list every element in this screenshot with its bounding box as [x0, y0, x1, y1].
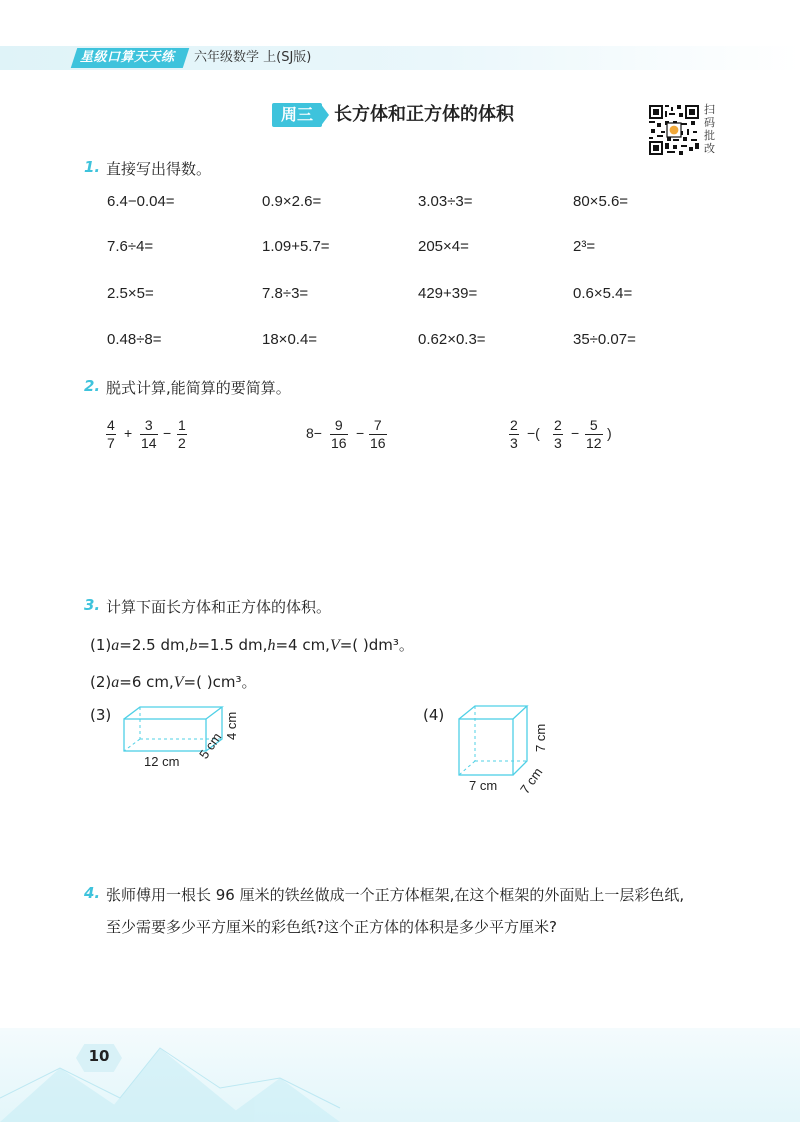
q3-item-1	[90, 634, 414, 655]
denominator: 2	[178, 435, 186, 451]
numerator: 1	[178, 417, 186, 433]
calc-item: 80×5.6=	[573, 193, 629, 210]
question-4-line-2: 至少需要多少平方厘米的彩色纸?这个正方体的体积是多少平方厘米?	[106, 918, 557, 936]
calc-item: 3.03÷3=	[418, 193, 473, 210]
calc-item: 0.48÷8=	[107, 331, 162, 348]
fraction	[106, 417, 116, 452]
question-4-number: 4.	[84, 884, 101, 902]
day-tag-label: 周三	[280, 105, 313, 124]
fraction	[140, 417, 158, 452]
calc-item: 7.8÷3=	[262, 285, 309, 302]
numerator: 2	[554, 417, 562, 433]
numerator: 9	[334, 417, 343, 433]
calc-item: 205×4=	[418, 238, 469, 255]
question-3-prompt: 计算下面长方体和正方体的体积。	[106, 598, 332, 616]
cuboid-width-label: 5 cm	[196, 729, 225, 762]
calc-item: 1.09+5.7=	[262, 238, 330, 255]
item-label: (1)	[90, 636, 112, 654]
operator: −	[356, 425, 365, 441]
scan-char-4: 改	[704, 142, 715, 155]
operator: −	[163, 425, 172, 441]
grade-label: 六年级数学 上(SJ版)	[194, 50, 312, 65]
denominator: 12	[586, 435, 602, 451]
page-number: 10	[88, 1047, 110, 1065]
value-a: =2.5 dm,	[119, 636, 190, 654]
calc-item: 18×0.4=	[262, 331, 318, 348]
cube-edge-bottom-label: 7 cm	[469, 778, 498, 793]
value-a: =6 cm,	[119, 673, 174, 691]
brand-title: 星级口算天天练	[80, 50, 175, 65]
var-a: a	[111, 674, 120, 691]
cube-figure	[455, 703, 535, 781]
fraction	[330, 417, 348, 452]
calc-item: 6.4−0.04=	[107, 193, 175, 210]
calc-item: 0.6×5.4=	[573, 285, 633, 302]
calc-item: 2³=	[573, 238, 596, 255]
item-label: (2)	[90, 673, 112, 691]
page-title: 长方体和正方体的体积	[334, 104, 514, 125]
var-b: b	[189, 637, 198, 654]
cube-edge-right-label: 7 cm	[533, 723, 548, 752]
fraction	[369, 417, 387, 452]
question-3-number: 3.	[84, 596, 101, 614]
q3-item-2	[90, 671, 256, 692]
answer-blank[interactable]: =( )cm³。	[183, 673, 257, 691]
operator: −(	[527, 425, 540, 441]
calc-item: 0.62×0.3=	[418, 331, 486, 348]
var-h: h	[267, 637, 276, 654]
footer-decoration	[0, 1028, 800, 1122]
var-v: V	[173, 674, 184, 691]
numerator: 5	[589, 417, 598, 433]
operator: +	[124, 425, 133, 441]
question-1-prompt: 直接写出得数。	[106, 160, 212, 178]
denominator: 16	[370, 435, 386, 451]
item-label: (3)	[90, 706, 112, 724]
question-1-number: 1.	[84, 158, 101, 176]
numerator: 2	[510, 417, 518, 433]
scan-to-grade-label	[704, 103, 716, 155]
numerator: 7	[373, 417, 382, 433]
calc-item: 429+39=	[418, 285, 478, 302]
cuboid-length-label: 12 cm	[144, 754, 180, 769]
fraction	[177, 417, 187, 452]
fraction	[509, 417, 519, 452]
calc-item: 35÷0.07=	[573, 331, 636, 348]
qr-code-icon[interactable]	[649, 105, 699, 155]
answer-blank[interactable]: =( )dm³。	[339, 636, 414, 654]
denominator: 7	[107, 435, 115, 451]
item-label: (4)	[423, 706, 445, 724]
numerator: 3	[144, 417, 153, 433]
operator: )	[607, 425, 612, 441]
denominator: 14	[141, 435, 157, 451]
operator: −	[571, 425, 580, 441]
denominator: 3	[510, 435, 518, 451]
var-v: V	[329, 637, 340, 654]
scan-char-1: 扫	[704, 103, 715, 116]
denominator: 3	[554, 435, 562, 451]
cube-edge-depth-label: 7 cm	[517, 764, 546, 797]
scan-char-2: 码	[704, 116, 715, 129]
fraction	[553, 417, 563, 452]
question-2-number: 2.	[84, 377, 101, 395]
calc-item: 7.6÷4=	[107, 238, 154, 255]
question-2-prompt: 脱式计算,能简算的要简算。	[106, 379, 291, 397]
scan-char-3: 批	[704, 129, 715, 142]
value-h: =4 cm,	[275, 636, 330, 654]
calc-item: 2.5×5=	[107, 285, 154, 302]
denominator: 16	[331, 435, 347, 451]
numerator: 4	[107, 417, 115, 433]
var-a: a	[111, 637, 120, 654]
operator: 8−	[306, 425, 322, 441]
value-b: =1.5 dm,	[197, 636, 268, 654]
cuboid-height-label: 4 cm	[224, 711, 239, 740]
calc-item: 0.9×2.6=	[262, 193, 322, 210]
question-4-line-1: 张师傅用一根长 96 厘米的铁丝做成一个正方体框架,在这个框架的外面贴上一层彩色纸,	[106, 886, 685, 904]
fraction	[585, 417, 603, 452]
